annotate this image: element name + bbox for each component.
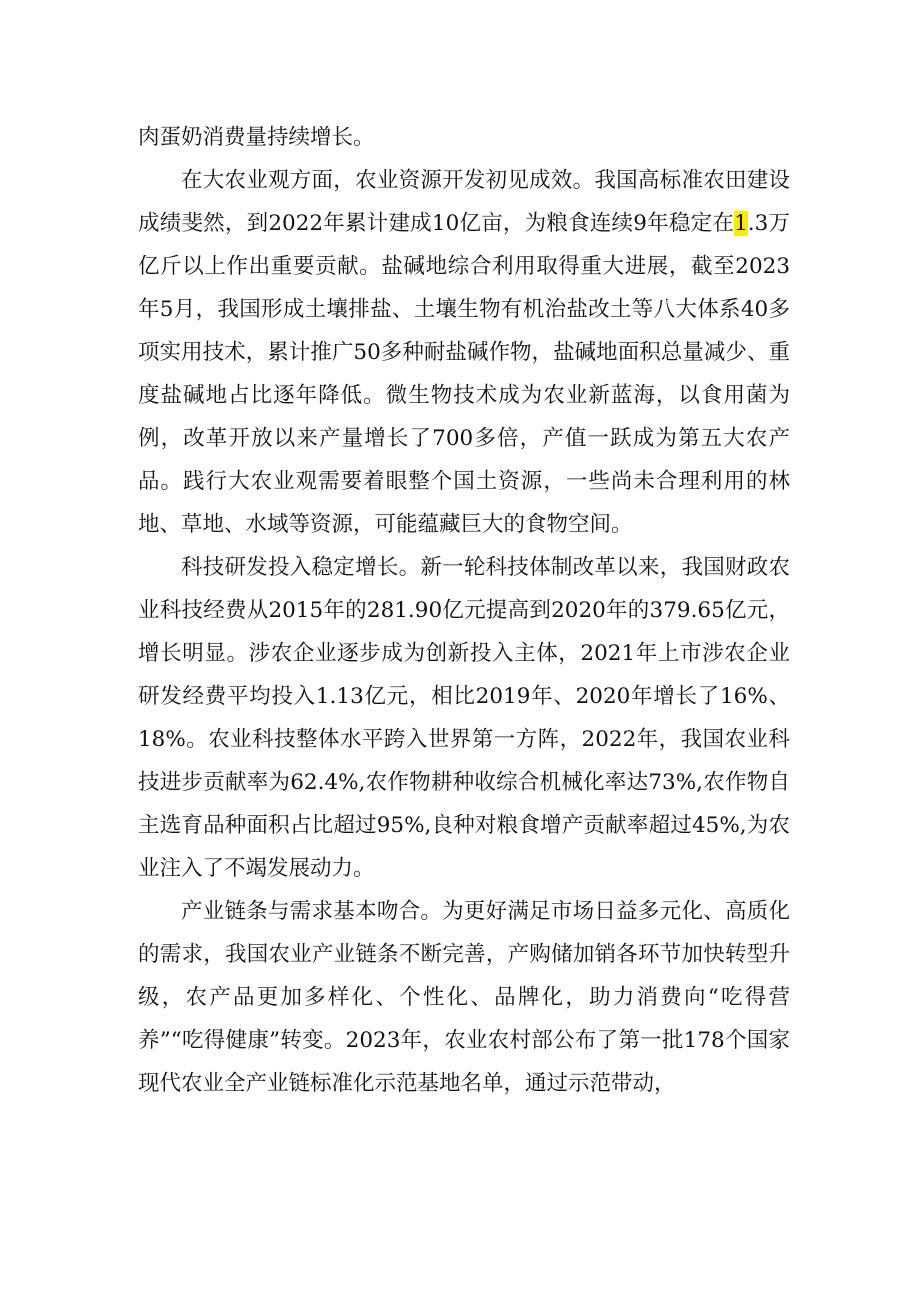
paragraph-text: 在大农业观方面，农业资源开发初见成效。我国高标准农田建设成绩斐然，到2022年累计建成10亿亩，为粮食连续9年稳定在 [138, 168, 790, 236]
document-body [138, 116, 790, 1105]
paragraph-2 [138, 546, 790, 890]
paragraph-text: .3万亿斤以上作出重要贡献。盐碱地综合利用取得重大进展，截至2023年5月，我国形成土壤排盐、土壤生物有机治盐改土等八大体系40多项实用技术，累计推广50多种耐盐碱作物，盐碱地面积总量减少、重度盐碱地占比逐年降低。微生物技术成为农业新蓝海，以食用菌为例，改革开放以来产量增长了700多倍，产值一跃成为第五大农产品。践行大农业观需要着眼整个国土资源，一些尚未合理利用的林地、草地、水域等资源，可能蕴藏巨大的食物空间。 [138, 211, 791, 537]
paragraph-text: 产业链条与需求基本吻合。为更好满足市场日益多元化、高质化的需求，我国农业产业链条不断完善，产购储加销各环节加快转型升级，农产品更加多样化、个性化、品牌化，助力消费向“吃得营养”“吃得健康”转变。2023年，农业农村部公布了第一批178个国家现代农业全产业链标准化示范基地名单，通过示范带动， [138, 899, 790, 1096]
paragraph-text: 科技研发投入稳定增长。新一轮科技体制改革以来，我国财政农业科技经费从2015年的281.90亿元提高到2020年的379.65亿元，增长明显。涉农企业逐步成为创新投入主体，2021年上市涉农企业研发经费平均投入1.13亿元，相比2019年、2020年增长了16%、18%。农业科技整体水平跨入世界第一方阵，2022年，我国农业科技进步贡献率为62.4%,农作物耕种收综合机械化率达73%,农作物自主选育品种面积占比超过95%,良种对粮食增产贡献率超过45%,为农业注入了不竭发展动力。 [138, 555, 790, 881]
paragraph-0 [138, 116, 790, 159]
paragraph-text: 肉蛋奶消费量持续增长。 [138, 125, 375, 150]
paragraph-3 [138, 890, 790, 1105]
paragraph-1 [138, 159, 790, 546]
highlighted-text: 1 [734, 211, 748, 236]
